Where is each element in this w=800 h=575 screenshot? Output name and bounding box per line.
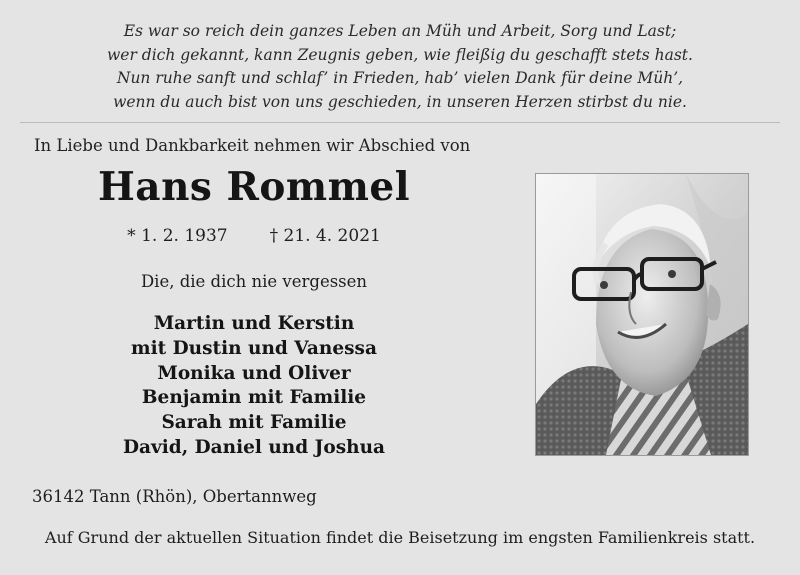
mourners-heading: Die, die dich nie vergessen bbox=[140, 272, 368, 291]
memorial-poem bbox=[0, 20, 800, 114]
life-dates bbox=[0, 226, 508, 246]
mourners-list bbox=[0, 312, 508, 461]
mourner-line: mit Dustin und Vanessa bbox=[131, 337, 377, 359]
divider bbox=[20, 122, 780, 123]
poem-line: wenn du auch bist von uns geschieden, in unseren Herzen stirbst du nie. bbox=[113, 92, 687, 111]
poem-line: Es war so reich dein ganzes Leben an Müh und Arbeit, Sorg und Last; bbox=[123, 22, 677, 40]
mourner-line: Benjamin mit Familie bbox=[141, 387, 367, 409]
deceased-name: Hans Rommel bbox=[97, 164, 411, 210]
death-date: † 21. 4. 2021 bbox=[269, 226, 381, 246]
mourner-line: Sarah mit Familie bbox=[161, 412, 347, 434]
poem-line: Nun ruhe sanft und schlaf’ in Frieden, hab’ vielen Dank für deine Müh’, bbox=[116, 69, 684, 87]
intro-text: In Liebe und Dankbarkeit nehmen wir Abschied von bbox=[34, 136, 471, 155]
address: 36142 Tann (Rhön), Obertannweg bbox=[32, 487, 317, 506]
poem-line: wer dich gekannt, kann Zeugnis geben, wie fleißig du geschafft stets hast. bbox=[107, 45, 693, 64]
mourner-line: Martin und Kerstin bbox=[153, 313, 355, 334]
portrait-photo bbox=[535, 173, 749, 456]
birth-date: * 1. 2. 1937 bbox=[127, 226, 228, 246]
burial-notice: Auf Grund der aktuellen Situation findet die Beisetzung im engsten Familienkreis statt. bbox=[44, 528, 756, 547]
mourner-line: Monika und Oliver bbox=[157, 362, 351, 384]
mourner-line: David, Daniel und Joshua bbox=[122, 436, 386, 458]
